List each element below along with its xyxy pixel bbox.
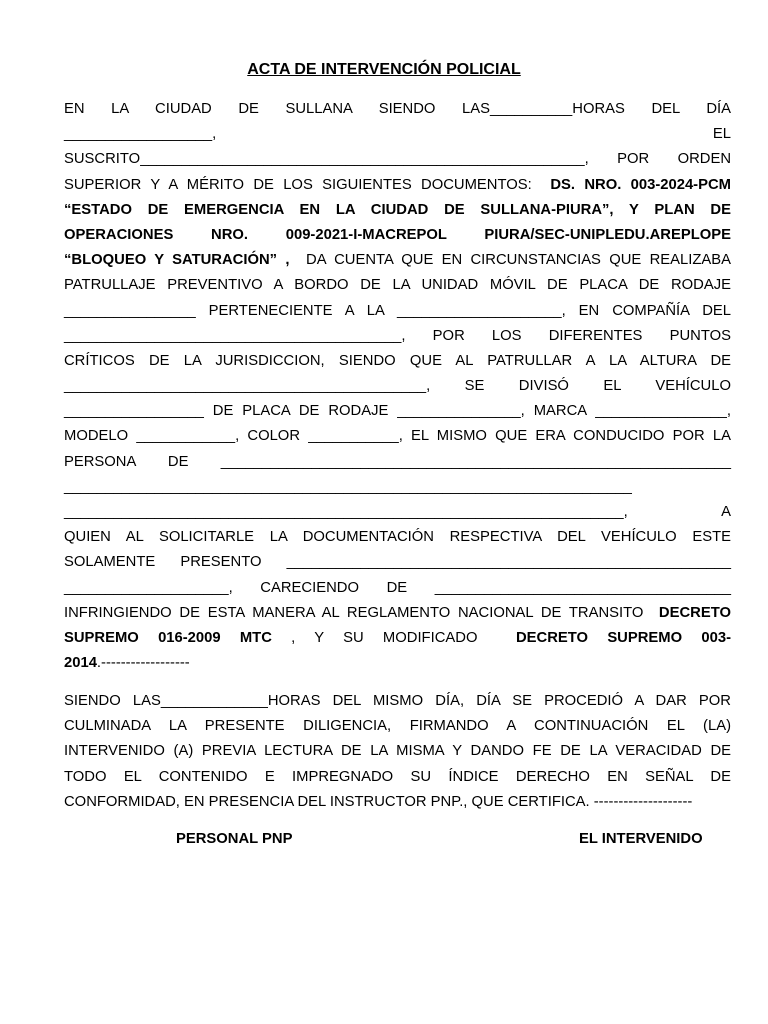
line-text: DA CUENTA QUE EN CIRCUNSTANCIAS QUE REALIZABA [297,252,731,269]
text-line [64,651,731,676]
text-line [64,601,731,626]
line-text: ________________ PERTENECIENTE A LA ____________________, EN COMPAÑÍA DEL [64,302,731,319]
text-line [64,97,731,122]
line-text: ____________________, CARECIENDO DE ____________________________________ [64,579,731,596]
line-text: EN LA CIUDAD DE SULLANA SIENDO LAS__________HORAS DEL DÍA [64,101,731,117]
line-text: CONFORMIDAD, EN PRESENCIA DEL INSTRUCTOR PNP., QUE CERTIFICA. -------------------- [64,793,693,810]
signature-label-pnp: PERSONAL PNP [176,831,293,847]
line-text: INTERVENIDO (A) PREVIA LECTURA DE LA MISMA Y DANDO FE DE LA VERACIDAD DE [64,743,731,760]
text-line [64,475,731,500]
plan-reference: OPERACIONES NRO. 009-2021-I-MACREPOL PIURA/SEC-UNIPLEDU.AREPLOPE [64,226,731,243]
text-line [64,147,731,172]
bold-text: DECRETO [658,604,731,621]
text-line [64,714,731,739]
line-text: EL [712,126,731,143]
line-text: SOLAMENTE PRESENTO ______________________________________________________ [64,554,731,571]
text-line [64,248,731,273]
text-line [64,424,731,449]
text-line [64,349,731,374]
line-text: PERSONA DE ______________________________________________________________ [64,453,731,470]
line-text: , Y SU MODIFICADO [291,629,497,646]
signature-label-intervenido: EL INTERVENIDO [579,831,703,847]
line-text: PATRULLAJE PREVENTIVO A BORDO DE LA UNIDAD MÓVIL DE PLACA DE RODAJE [64,277,731,294]
line-text: MODELO ____________, COLOR ___________, EL MISMO QUE ERA CONDUCIDO POR LA [64,428,731,445]
line-text: CULMINADA LA PRESENTE DILIGENCIA, FIRMANDO A CONTINUACIÓN EL (LA) [64,718,731,735]
text-line [64,450,731,475]
text-line [64,399,731,424]
line-text: _____________________________________________________________________ [64,478,632,495]
text-line [64,525,731,550]
closing-paragraph [64,689,731,815]
text-line [64,500,731,525]
line-text: QUIEN AL SOLICITARLE LA DOCUMENTACIÓN RESPECTIVA DEL VEHÍCULO ESTE [64,529,731,546]
line-text: __________________, [64,126,217,143]
text-line [64,576,731,601]
text-line [64,374,731,399]
bold-text: “BLOQUEO Y SATURACIÓN” , [64,252,290,269]
bold-text: “ESTADO DE EMERGENCIA EN LA CIUDAD DE SULLANA-PIURA”, Y PLAN DE [64,201,731,218]
text-line [64,198,731,223]
text-line [64,324,731,349]
document-title: ACTA DE INTERVENCIÓN POLICIAL [247,61,521,78]
text-line [64,790,731,815]
line-text: _________________________________________, POR LOS DIFERENTES PUNTOS [64,327,731,344]
text-line [64,173,731,198]
line-text: ____________________________________________________________________, A [64,504,731,520]
text-line [64,550,731,575]
text-line [64,122,731,147]
text-line [64,739,731,764]
text-line [64,689,731,714]
main-paragraph [64,97,731,676]
line-text: CRÍTICOS DE LA JURISDICCION, SIENDO QUE AL PATRULLAR A LA ALTURA DE [64,352,731,369]
line-text: TODO EL CONTENIDO E IMPREGNADO SU ÍNDICE DERECHO EN SEÑAL DE [64,768,731,785]
line-text: .------------------ [96,655,190,672]
line-text: _________________ DE PLACA DE RODAJE _______________, MARCA ________________, [64,403,731,420]
bold-text: SUPREMO 016-2009 MTC [64,629,272,646]
line-text: SUPERIOR Y A MÉRITO DE LOS SIGUIENTES DOCUMENTOS: [64,176,542,193]
bold-text: DECRETO SUPREMO 003- [515,629,731,646]
line-text: ____________________________________________, SE DIVISÓ EL VEHÍCULO [64,378,731,395]
text-line [64,273,731,298]
text-line [64,223,731,248]
text-line [64,765,731,790]
decree-reference: DS. NRO. 003-2024-PCM [550,176,731,193]
text-line [64,626,731,651]
line-text: SIENDO LAS_____________HORAS DEL MISMO DÍA, DÍA SE PROCEDIÓ A DAR POR [64,693,731,709]
line-text: SUSCRITO______________________________________________________, POR ORDEN [64,151,731,168]
bold-text: 2014 [64,655,97,672]
text-line [64,299,731,324]
line-text: INFRINGIENDO DE ESTA MANERA AL REGLAMENTO NACIONAL DE TRANSITO [64,604,652,621]
